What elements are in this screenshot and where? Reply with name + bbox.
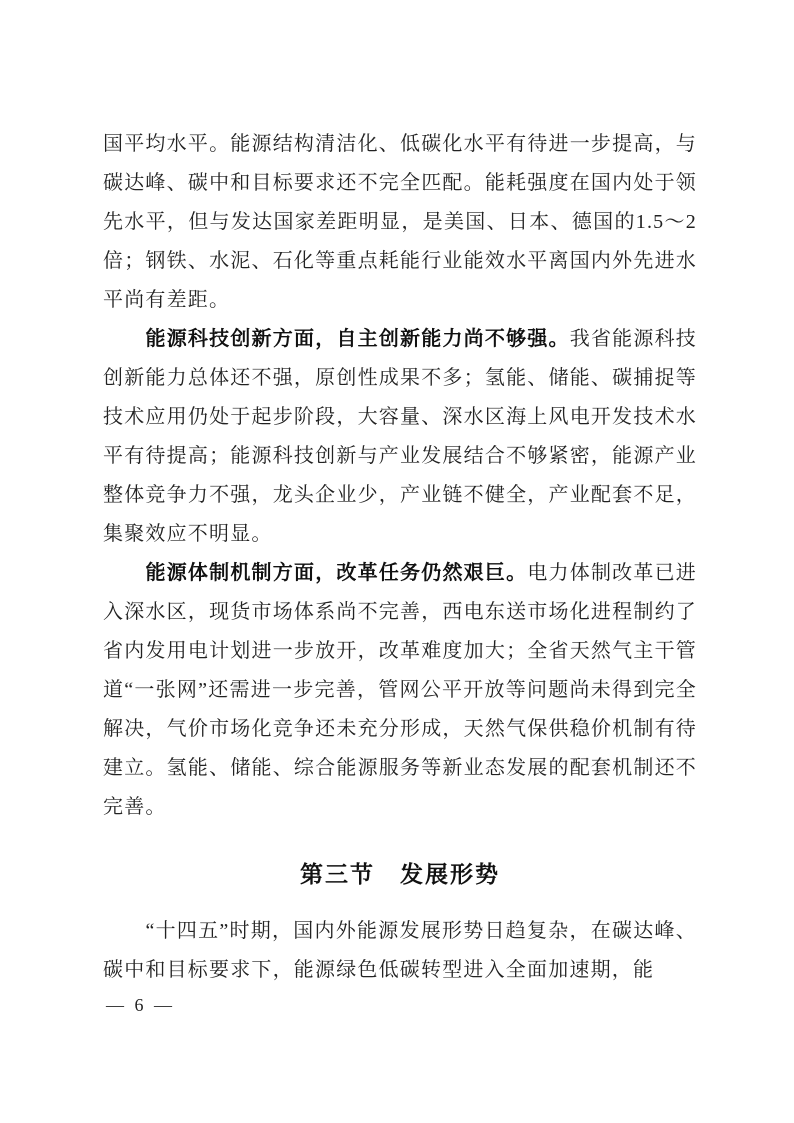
paragraph-development-situation [103,912,697,990]
paragraph-bold-lead: 能源科技创新方面，自主创新能力尚不够强。 [145,328,570,350]
paragraph-bold-lead: 能源体制机制方面，改革任务仍然艰巨。 [145,562,528,584]
paragraph-continued [103,125,697,320]
section-heading: 第三节 发展形势 [300,861,500,887]
paragraph-text: 我省能源科技创新能力总体还不强，原创性成果不多；氢能、储能、碳捕捉等技术应用仍处于起步阶段，大容量、深水区海上风电开发技术水平有待提高；能源科技创新与产业发展结合不够紧密，能源产业整体竞争力不强，龙头企业少，产业链不健全，产业配套不足，集聚效应不明显。 [103,328,698,545]
paragraph-text: 国平均水平。能源结构清洁化、低碳化水平有待进一步提高，与碳达峰、碳中和目标要求还不完全匹配。能耗强度在国内处于领先水平，但与发达国家差距明显，是美国、日本、德国的1.5～2倍；钢铁、水泥、石化等重点耗能行业能效水平离国内外先进水平尚有差距。 [103,133,697,311]
paragraph-text: 电力体制改革已进入深水区，现货市场体系尚不完善，西电东送市场化进程制约了省内发用电计划进一步放开，改革难度加大；全省天然气主干管道“一张网”还需进一步完善，管网公平开放等问题尚未得到完全解决，气价市场化竞争还未充分形成，天然气保供稳价机制有待建立。氢能、储能、综合能源服务等新业态发展的配套机制还不完善。 [103,562,697,818]
page-number: — 6 — [106,995,175,1015]
paragraph-energy-system-reform [103,554,697,827]
paragraph-text: “十四五”时期，国内外能源发展形势日趋复杂，在碳达峰、碳中和目标要求下，能源绿色低碳转型进入全面加速期，能 [103,920,697,981]
document-body [103,125,697,990]
paragraph-energy-tech-innovation [103,320,697,554]
